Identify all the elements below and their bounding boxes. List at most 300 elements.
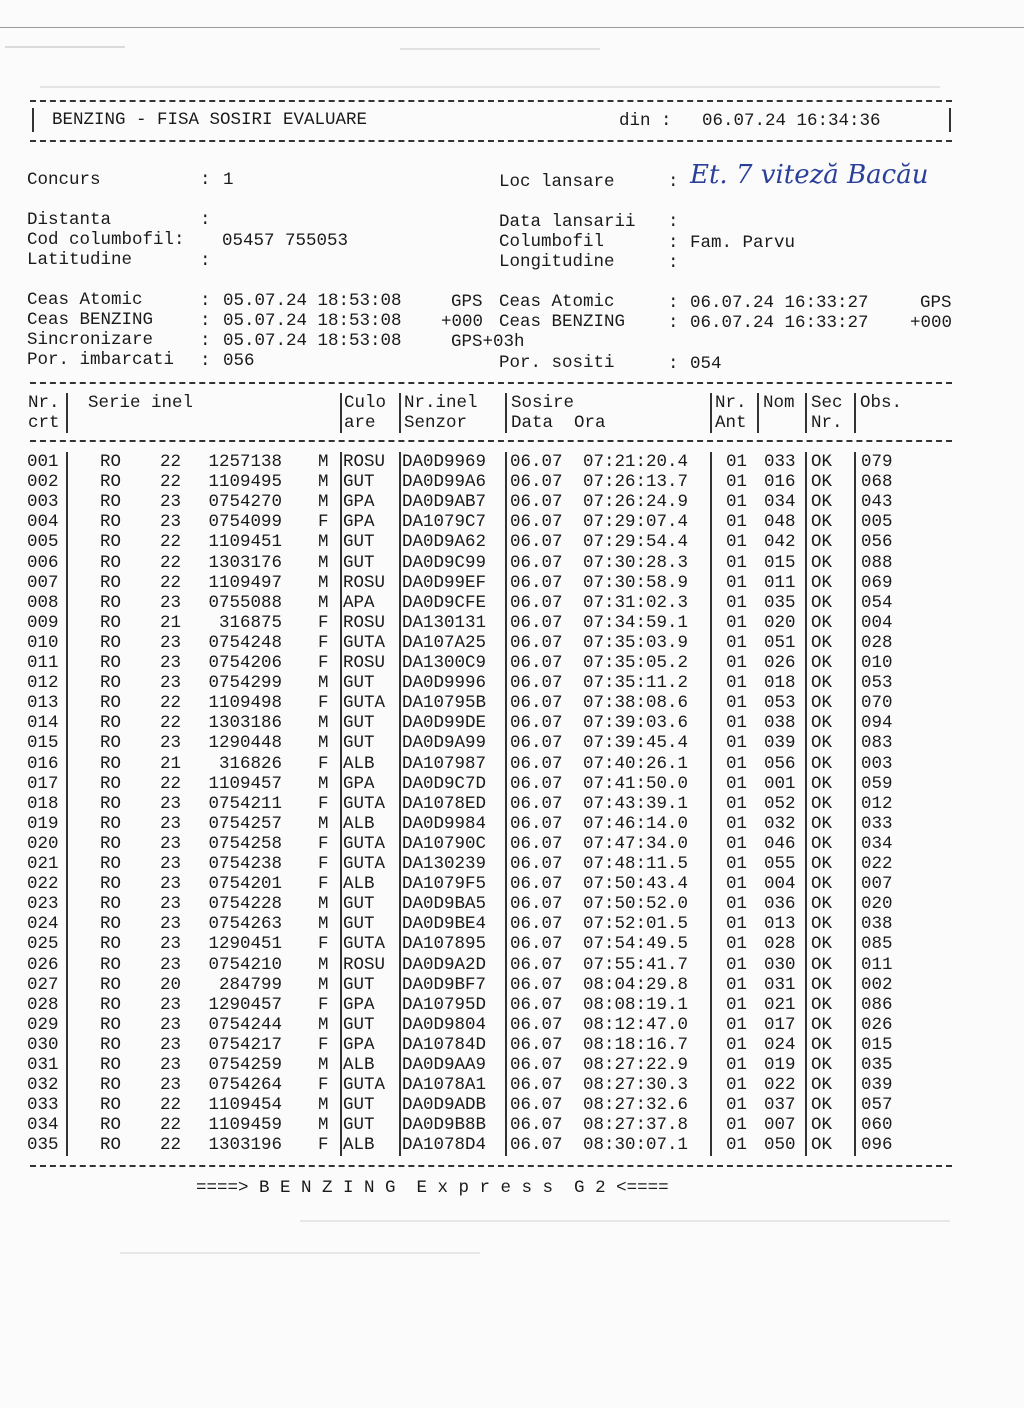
cell-obs: 053 xyxy=(861,673,893,694)
cell-sec: OK xyxy=(811,1095,833,1116)
cell-date: 06.07 xyxy=(510,773,563,794)
cell-ant: 01 xyxy=(726,653,748,673)
cell-time: 07:29:07.4 xyxy=(583,512,689,533)
cell-date: 06.07 xyxy=(510,914,563,935)
cell-year: 22 xyxy=(160,713,182,734)
cell-time: 08:27:22.9 xyxy=(583,1055,689,1075)
cell-ant: 01 xyxy=(726,673,748,694)
cell-year: 23 xyxy=(160,1075,182,1096)
cell-sec: OK xyxy=(811,532,833,553)
cell-sec: OK xyxy=(811,1135,833,1156)
cell-ant: 01 xyxy=(726,713,748,734)
colon: : xyxy=(200,170,211,190)
cell-obs: 069 xyxy=(861,572,893,593)
table-row xyxy=(0,794,1024,814)
scan-noise xyxy=(400,48,600,50)
th-serie: Serie inel xyxy=(88,393,194,413)
cell-sex: F xyxy=(318,854,329,874)
cell-nr: 022 xyxy=(27,874,59,895)
cell-obs: 056 xyxy=(861,532,893,553)
cell-sensor: DA1079F5 xyxy=(402,874,487,895)
cell-time: 07:43:39.1 xyxy=(583,793,689,814)
clock-left-value: 05.07.24 18:53:08 xyxy=(223,311,402,331)
cell-ant: 01 xyxy=(726,793,748,814)
cell-nom: 019 xyxy=(764,1055,796,1075)
cell-ant: 01 xyxy=(726,894,748,915)
cell-nr: 002 xyxy=(27,472,59,493)
cell-year: 22 xyxy=(160,532,182,553)
footer-brand: ====> B E N Z I N G E x p r e s s G 2 <==== xyxy=(196,1178,669,1198)
cell-nr: 004 xyxy=(27,512,59,533)
concurs-label: Concurs xyxy=(27,170,101,190)
cell-ring: 0754270 xyxy=(208,492,282,513)
box-left-edge xyxy=(32,108,34,132)
th-sosire: Sosire xyxy=(511,393,575,413)
cell-sex: M xyxy=(318,1115,329,1136)
cell-sex: M xyxy=(318,954,329,975)
cell-color: GUT xyxy=(343,552,375,573)
cell-sensor: DA0D9996 xyxy=(402,673,487,694)
cell-sex: M xyxy=(318,673,329,694)
cell-nr: 012 xyxy=(27,673,59,694)
cell-ant: 01 xyxy=(726,753,748,774)
cell-sex: M xyxy=(318,492,329,513)
cell-sec: OK xyxy=(811,954,833,975)
cell-sex: M xyxy=(318,713,329,734)
table-row xyxy=(0,553,1024,573)
cell-sec: OK xyxy=(811,894,833,915)
cell-ant: 01 xyxy=(726,954,748,975)
cell-date: 06.07 xyxy=(510,733,563,754)
cell-color: GUT xyxy=(343,532,375,553)
cell-ring: 284799 xyxy=(218,974,282,995)
th-sec-nr: Nr. xyxy=(811,413,843,433)
cell-ant: 01 xyxy=(726,472,748,493)
cell-country: RO xyxy=(100,532,122,553)
cell-color: ALB xyxy=(343,1135,375,1156)
column-rule xyxy=(757,393,759,433)
cell-ring: 316875 xyxy=(218,612,282,633)
cell-nr: 025 xyxy=(27,934,59,955)
cell-ant: 01 xyxy=(726,974,748,995)
cell-obs: 068 xyxy=(861,472,893,493)
cell-nom: 022 xyxy=(764,1075,796,1096)
cell-sex: F xyxy=(318,874,329,895)
cell-obs: 011 xyxy=(861,954,893,975)
table-row xyxy=(0,914,1024,934)
cell-sec: OK xyxy=(811,492,833,513)
cell-year: 22 xyxy=(160,773,182,794)
cod-label: Cod columbofil: xyxy=(27,230,185,250)
cell-year: 22 xyxy=(160,1095,182,1116)
cell-year: 23 xyxy=(160,833,182,854)
cell-time: 07:50:52.0 xyxy=(583,894,689,915)
column-rule xyxy=(340,393,342,433)
cell-ant: 01 xyxy=(726,492,748,513)
cell-ring: 1290457 xyxy=(208,994,282,1015)
cell-sensor: DA130239 xyxy=(402,854,487,874)
cell-time: 08:18:16.7 xyxy=(583,1034,689,1055)
cell-ant: 01 xyxy=(726,1135,748,1156)
cell-date: 06.07 xyxy=(510,572,563,593)
cell-year: 23 xyxy=(160,1055,182,1075)
cell-sec: OK xyxy=(811,773,833,794)
cell-date: 06.07 xyxy=(510,813,563,834)
cell-color: GPA xyxy=(343,492,375,513)
cell-nr: 016 xyxy=(27,753,59,774)
cell-country: RO xyxy=(100,1055,122,1075)
cell-nom: 038 xyxy=(764,713,796,734)
cell-color: ROSU xyxy=(343,954,386,975)
cell-sensor: DA107895 xyxy=(402,934,487,955)
cell-time: 07:48:11.5 xyxy=(583,854,689,874)
cell-nom: 011 xyxy=(764,572,796,593)
clock-left-suffix: GPS+03h xyxy=(451,332,525,352)
clock-left-suffix: +000 xyxy=(441,312,484,332)
cell-sensor: DA10795B xyxy=(402,693,487,714)
cell-date: 06.07 xyxy=(510,1055,563,1075)
cell-country: RO xyxy=(100,793,122,814)
cell-year: 23 xyxy=(160,512,182,533)
cell-date: 06.07 xyxy=(510,1034,563,1055)
cell-obs: 022 xyxy=(861,854,893,874)
cod-value: 05457 755053 xyxy=(222,231,349,251)
cell-ant: 01 xyxy=(726,512,748,533)
latitudine-label: Latitudine xyxy=(27,250,133,270)
cell-sensor: DA1300C9 xyxy=(402,653,487,673)
cell-year: 23 xyxy=(160,894,182,915)
cell-country: RO xyxy=(100,452,122,472)
table-row xyxy=(0,834,1024,854)
cell-country: RO xyxy=(100,632,122,653)
cell-ring: 1109498 xyxy=(208,693,282,714)
cell-sensor: DA0D9984 xyxy=(402,813,487,834)
cell-color: GUTA xyxy=(343,854,386,874)
cell-time: 07:39:03.6 xyxy=(583,713,689,734)
cell-nom: 024 xyxy=(764,1034,796,1055)
cell-date: 06.07 xyxy=(510,612,563,633)
cell-country: RO xyxy=(100,1075,122,1096)
table-row xyxy=(0,613,1024,633)
cell-obs: 085 xyxy=(861,934,893,955)
cell-sex: F xyxy=(318,693,329,714)
cell-ring: 0754206 xyxy=(208,653,282,673)
cell-color: GPA xyxy=(343,773,375,794)
cell-ant: 01 xyxy=(726,1014,748,1035)
cell-ant: 01 xyxy=(726,612,748,633)
cell-color: GUT xyxy=(343,914,375,935)
cell-sensor: DA0D9BE4 xyxy=(402,914,487,935)
cell-color: ROSU xyxy=(343,572,386,593)
cell-nom: 051 xyxy=(764,632,796,653)
cell-color: GUT xyxy=(343,713,375,734)
cell-nom: 032 xyxy=(764,813,796,834)
cell-sensor: DA0D9A2D xyxy=(402,954,487,975)
cell-country: RO xyxy=(100,572,122,593)
cell-sensor: DA10784D xyxy=(402,1034,487,1055)
cell-sec: OK xyxy=(811,1034,833,1055)
cell-year: 20 xyxy=(160,974,182,995)
cell-country: RO xyxy=(100,592,122,613)
cell-obs: 004 xyxy=(861,612,893,633)
cell-date: 06.07 xyxy=(510,532,563,553)
colon: : xyxy=(200,331,211,351)
cell-ring: 1109495 xyxy=(208,472,282,493)
clock-right-suffix: GPS xyxy=(920,293,952,313)
cell-date: 06.07 xyxy=(510,1135,563,1156)
table-row xyxy=(0,1035,1024,1055)
cell-ring: 1290451 xyxy=(208,934,282,955)
cell-sensor: DA0D99DE xyxy=(402,713,487,734)
cell-ant: 01 xyxy=(726,452,748,472)
cell-nom: 007 xyxy=(764,1115,796,1136)
cell-sex: F xyxy=(318,1135,329,1156)
cell-sensor: DA0D9A62 xyxy=(402,532,487,553)
colon: : xyxy=(668,172,679,192)
cell-year: 23 xyxy=(160,934,182,955)
cell-sec: OK xyxy=(811,1115,833,1136)
cell-nom: 035 xyxy=(764,592,796,613)
cell-sec: OK xyxy=(811,632,833,653)
cell-ant: 01 xyxy=(726,693,748,714)
cell-sec: OK xyxy=(811,753,833,774)
cell-nom: 028 xyxy=(764,934,796,955)
cell-sensor: DA0D9B8B xyxy=(402,1115,487,1136)
cell-sex: F xyxy=(318,994,329,1015)
cell-nom: 033 xyxy=(764,452,796,472)
colon: : xyxy=(668,253,679,273)
cell-country: RO xyxy=(100,653,122,673)
cell-nr: 028 xyxy=(27,994,59,1015)
cell-nr: 005 xyxy=(27,532,59,553)
scan-noise xyxy=(5,46,125,48)
cell-color: ALB xyxy=(343,1055,375,1075)
cell-ant: 01 xyxy=(726,532,748,553)
cell-nr: 010 xyxy=(27,632,59,653)
cell-ring: 0754244 xyxy=(208,1014,282,1035)
cell-time: 07:30:28.3 xyxy=(583,552,689,573)
cell-sec: OK xyxy=(811,813,833,834)
cell-sec: OK xyxy=(811,552,833,573)
cell-color: ALB xyxy=(343,753,375,774)
cell-ant: 01 xyxy=(726,773,748,794)
cell-ring: 0754201 xyxy=(208,874,282,895)
cell-ring: 1257138 xyxy=(208,452,282,472)
cell-year: 22 xyxy=(160,1115,182,1136)
cell-nom: 030 xyxy=(764,954,796,975)
cell-nr: 017 xyxy=(27,773,59,794)
cell-year: 23 xyxy=(160,492,182,513)
table-row xyxy=(0,894,1024,914)
cell-time: 07:35:11.2 xyxy=(583,673,689,694)
cell-country: RO xyxy=(100,693,122,714)
cell-date: 06.07 xyxy=(510,653,563,673)
cell-nom: 031 xyxy=(764,974,796,995)
cell-sec: OK xyxy=(811,1075,833,1096)
cell-country: RO xyxy=(100,813,122,834)
cell-country: RO xyxy=(100,1034,122,1055)
table-row xyxy=(0,653,1024,673)
table-row xyxy=(0,934,1024,954)
cell-sec: OK xyxy=(811,452,833,472)
cell-nom: 013 xyxy=(764,914,796,935)
date-label: din : xyxy=(619,111,672,131)
cell-obs: 003 xyxy=(861,753,893,774)
cell-date: 06.07 xyxy=(510,934,563,955)
cell-sex: M xyxy=(318,472,329,493)
cell-nr: 015 xyxy=(27,733,59,754)
cell-ring: 1109457 xyxy=(208,773,282,794)
cell-time: 07:54:49.5 xyxy=(583,934,689,955)
cell-date: 06.07 xyxy=(510,793,563,814)
cell-sec: OK xyxy=(811,673,833,694)
cell-sex: F xyxy=(318,1034,329,1055)
cell-sec: OK xyxy=(811,592,833,613)
cell-ring: 0754263 xyxy=(208,914,282,935)
th-data-ora: Data Ora xyxy=(511,413,606,433)
cell-sec: OK xyxy=(811,1014,833,1035)
cell-time: 07:46:14.0 xyxy=(583,813,689,834)
colon: : xyxy=(200,291,211,311)
cell-color: GUT xyxy=(343,894,375,915)
cell-date: 06.07 xyxy=(510,974,563,995)
cell-obs: 028 xyxy=(861,632,893,653)
concurs-value: 1 xyxy=(223,170,234,190)
cell-sex: F xyxy=(318,632,329,653)
cell-nom: 039 xyxy=(764,733,796,754)
cell-nom: 026 xyxy=(764,653,796,673)
cell-obs: 054 xyxy=(861,592,893,613)
cell-nr: 006 xyxy=(27,552,59,573)
cell-nom: 021 xyxy=(764,994,796,1015)
cell-obs: 096 xyxy=(861,1135,893,1156)
cell-sec: OK xyxy=(811,472,833,493)
cell-time: 08:27:30.3 xyxy=(583,1075,689,1096)
table-row xyxy=(0,814,1024,834)
cell-ant: 01 xyxy=(726,833,748,854)
cell-sec: OK xyxy=(811,1055,833,1075)
cell-sex: M xyxy=(318,452,329,472)
table-row xyxy=(0,573,1024,593)
th-crt: crt xyxy=(28,413,60,433)
cell-date: 06.07 xyxy=(510,673,563,694)
cell-ant: 01 xyxy=(726,914,748,935)
cell-obs: 002 xyxy=(861,974,893,995)
table-row xyxy=(0,955,1024,975)
cell-ant: 01 xyxy=(726,1075,748,1096)
cell-ring: 0754210 xyxy=(208,954,282,975)
cell-sex: M xyxy=(318,1055,329,1075)
cell-nr: 031 xyxy=(27,1055,59,1075)
cell-time: 08:04:29.8 xyxy=(583,974,689,995)
cell-ring: 0754264 xyxy=(208,1075,282,1096)
table-row xyxy=(0,1115,1024,1135)
cell-time: 07:26:13.7 xyxy=(583,472,689,493)
cell-year: 23 xyxy=(160,854,182,874)
clock-right-label: Por. sositi xyxy=(499,353,615,373)
cell-obs: 043 xyxy=(861,492,893,513)
column-rule xyxy=(805,393,807,433)
cell-sensor: DA0D9804 xyxy=(402,1014,487,1035)
cell-obs: 086 xyxy=(861,994,893,1015)
cell-sex: M xyxy=(318,572,329,593)
cell-sec: OK xyxy=(811,713,833,734)
cell-nom: 042 xyxy=(764,532,796,553)
cell-nom: 016 xyxy=(764,472,796,493)
cell-ant: 01 xyxy=(726,1115,748,1136)
clock-left-label: Ceas BENZING xyxy=(27,310,154,330)
cell-country: RO xyxy=(100,894,122,915)
cell-sex: M xyxy=(318,974,329,995)
cell-nom: 046 xyxy=(764,833,796,854)
table-row xyxy=(0,1095,1024,1115)
cell-nom: 036 xyxy=(764,894,796,915)
cell-year: 23 xyxy=(160,673,182,694)
report-datetime: 06.07.24 16:34:36 xyxy=(702,111,881,131)
cell-time: 08:30:07.1 xyxy=(583,1135,689,1156)
colon: : xyxy=(668,354,679,374)
colon: : xyxy=(200,311,211,331)
cell-sensor: DA0D99A6 xyxy=(402,472,487,493)
cell-sensor: DA0D9ADB xyxy=(402,1095,487,1116)
cell-year: 23 xyxy=(160,632,182,653)
clock-left-value: 05.07.24 18:53:08 xyxy=(223,291,402,311)
cell-sec: OK xyxy=(811,612,833,633)
longitudine-label: Longitudine xyxy=(499,252,615,272)
cell-time: 07:38:08.6 xyxy=(583,693,689,714)
table-row xyxy=(0,975,1024,995)
th-obs: Obs. xyxy=(860,393,903,413)
cell-color: GPA xyxy=(343,1034,375,1055)
cell-country: RO xyxy=(100,1014,122,1035)
cell-time: 07:30:58.9 xyxy=(583,572,689,593)
cell-ring: 0754099 xyxy=(208,512,282,533)
cell-year: 21 xyxy=(160,753,182,774)
cell-sensor: DA10790C xyxy=(402,833,487,854)
cell-sex: M xyxy=(318,1014,329,1035)
cell-year: 22 xyxy=(160,472,182,493)
cell-sensor: DA0D9CFE xyxy=(402,592,487,613)
cell-country: RO xyxy=(100,713,122,734)
cell-country: RO xyxy=(100,1135,122,1156)
cell-sec: OK xyxy=(811,914,833,935)
th-are: are xyxy=(344,413,376,433)
cell-color: GUT xyxy=(343,673,375,694)
cell-color: ROSU xyxy=(343,612,386,633)
cell-sex: M xyxy=(318,894,329,915)
cell-color: APA xyxy=(343,592,375,613)
cell-sex: F xyxy=(318,653,329,673)
cell-nr: 023 xyxy=(27,894,59,915)
cell-sensor: DA10795D xyxy=(402,994,487,1015)
clock-right-suffix: +000 xyxy=(910,313,953,333)
colon: : xyxy=(668,293,679,313)
cell-year: 23 xyxy=(160,653,182,673)
cell-sensor: DA1078A1 xyxy=(402,1075,487,1096)
cell-obs: 088 xyxy=(861,552,893,573)
cell-nom: 034 xyxy=(764,492,796,513)
cell-year: 23 xyxy=(160,954,182,975)
cell-nr: 030 xyxy=(27,1034,59,1055)
cell-sensor: DA1079C7 xyxy=(402,512,487,533)
column-rule xyxy=(710,393,712,433)
table-row xyxy=(0,693,1024,713)
cell-date: 06.07 xyxy=(510,512,563,533)
column-rule xyxy=(854,393,856,433)
cell-sec: OK xyxy=(811,934,833,955)
cell-time: 08:27:37.8 xyxy=(583,1115,689,1136)
cell-sensor: DA107A25 xyxy=(402,632,487,653)
